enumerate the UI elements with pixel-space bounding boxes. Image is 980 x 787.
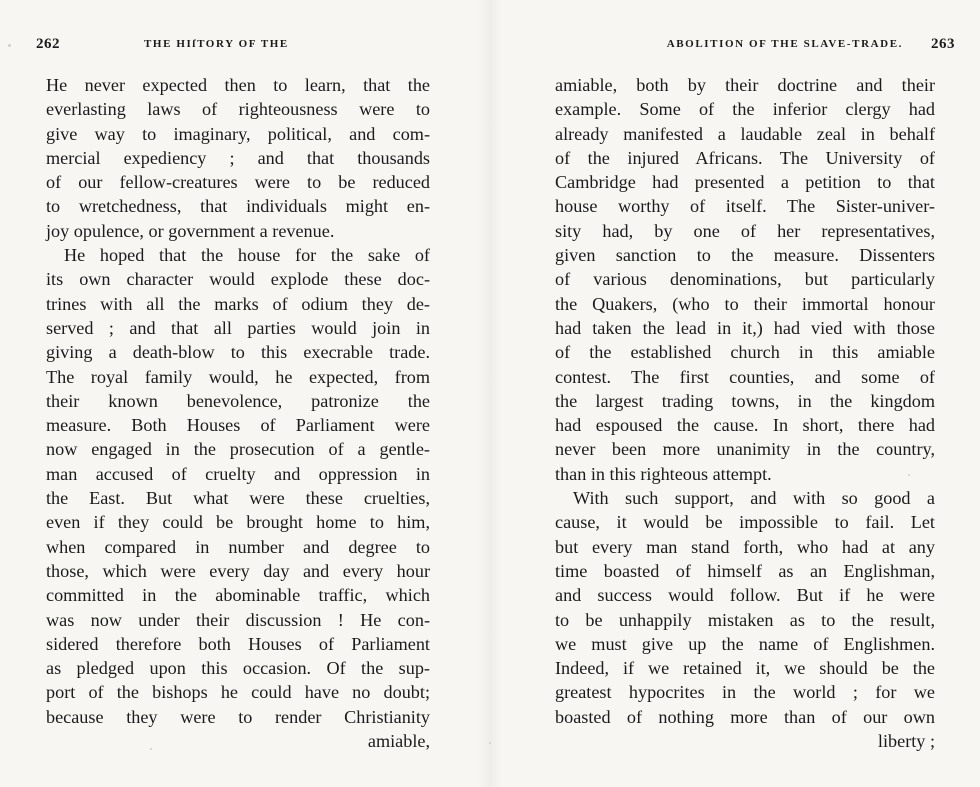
text-line: give way to imaginary, political, and com-: [46, 123, 430, 144]
text-line: contest. The first counties, and some of: [555, 366, 935, 387]
left-page-number: 262: [36, 36, 60, 52]
text-line: house worthy of itself. The Sister-univer-: [555, 196, 935, 217]
right-catchword: liberty ;: [877, 731, 935, 752]
text-line: With such support, and with so good a: [573, 488, 935, 509]
text-line: He hoped that the house for the sake of: [64, 245, 430, 266]
text-line: of the injured Africans. The University of: [555, 147, 935, 168]
text-line: had espoused the cause. In short, there had: [555, 415, 935, 436]
text-line: cause, it would be impossible to fail. Let: [555, 512, 935, 533]
scan-speck: [150, 748, 152, 750]
text-line: boasted of nothing more than of our own: [555, 706, 935, 727]
text-line: to be unhappily mistaken as to the result,: [555, 609, 935, 630]
text-line: served ; and that all parties would join in: [46, 317, 430, 338]
text-line: example. Some of the inferior clergy had: [555, 99, 935, 120]
text-line: those, which were every day and every hour: [46, 560, 430, 581]
scan-speck: [908, 474, 910, 476]
text-line: sidered therefore both Houses of Parliament: [46, 633, 430, 654]
right-running-head: ABOLITION OF THE SLAVE-TRADE.: [666, 38, 903, 50]
scan-speck: [8, 44, 11, 47]
right-page-text: [555, 73, 935, 753]
text-line: everlasting laws of righteousness were to: [46, 99, 430, 120]
text-line: its own character would explode these doc-: [46, 269, 430, 290]
left-running-head: THE HIſTORY OF THE: [144, 38, 289, 50]
text-line: because they were to render Christianity: [46, 706, 430, 727]
text-line: given sanction to the measure. Dissenters: [555, 245, 935, 266]
right-page-number: 263: [931, 36, 955, 52]
text-line: of various denominations, but particularly: [555, 269, 935, 290]
text-line: now engaged in the prosecution of a gentle-: [46, 439, 430, 460]
text-line: committed in the abominable traffic, which: [46, 585, 430, 606]
text-line: to wretchedness, that individuals might en-: [46, 196, 430, 217]
text-line: measure. Both Houses of Parliament were: [46, 415, 430, 436]
text-line: trines with all the marks of odium they de-: [46, 293, 430, 314]
text-line: was now under their discussion ! He con-: [46, 609, 430, 630]
text-line: port of the bishops he could have no doubt;: [46, 682, 430, 703]
text-line: had taken the lead in it,) had vied with those: [555, 317, 935, 338]
text-line: of the established church in this amiable: [555, 342, 935, 363]
left-catchword: amiable,: [367, 731, 430, 752]
text-line: and success would follow. But if he were: [555, 585, 935, 606]
text-line: Cambridge had presented a petition to that: [555, 172, 935, 193]
text-line: than in this righteous attempt.: [555, 463, 772, 484]
left-page-text: [46, 73, 430, 753]
text-line: already manifested a laudable zeal in behalf: [555, 123, 935, 144]
text-line: the Quakers, (who to their immortal honour: [555, 293, 935, 314]
text-line: when compared in number and degree to: [46, 536, 430, 557]
text-line: He never expected then to learn, that the: [46, 75, 430, 95]
text-line: greatest hypocrites in the world ; for we: [555, 682, 935, 703]
left-page-header: [36, 38, 446, 56]
right-page: [490, 0, 980, 787]
text-line: of our fellow-creatures were to be reduced: [46, 172, 430, 193]
text-line: The royal family would, he expected, from: [46, 366, 430, 387]
text-line: amiable, both by their doctrine and their: [555, 75, 935, 95]
text-line: the East. But what were these cruelties,: [46, 488, 430, 509]
text-line: the largest trading towns, in the kingdom: [555, 390, 935, 411]
text-line: man accused of cruelty and oppression in: [46, 463, 430, 484]
text-line: Indeed, if we retained it, we should be the: [555, 658, 935, 679]
text-line: joy opulence, or government a revenue.: [46, 220, 335, 241]
text-line: their known benevolence, patronize the: [46, 390, 430, 411]
text-line: time boasted of himself as an Englishman,: [555, 560, 935, 581]
text-line: but every man stand forth, who had at any: [555, 536, 935, 557]
text-line: mercial expediency ; and that thousands: [46, 147, 430, 168]
right-page-header: [610, 38, 955, 56]
text-line: sity had, by one of her representatives,: [555, 220, 935, 241]
text-line: giving a death-blow to this execrable trade.: [46, 342, 430, 363]
text-line: as pledged upon this occasion. Of the sup-: [46, 658, 430, 679]
text-line: we must give up the name of Englishmen.: [555, 633, 935, 654]
scan-speck: [489, 742, 491, 744]
text-line: even if they could be brought home to him,: [46, 512, 430, 533]
text-line: never been more unanimity in the country,: [555, 439, 935, 460]
